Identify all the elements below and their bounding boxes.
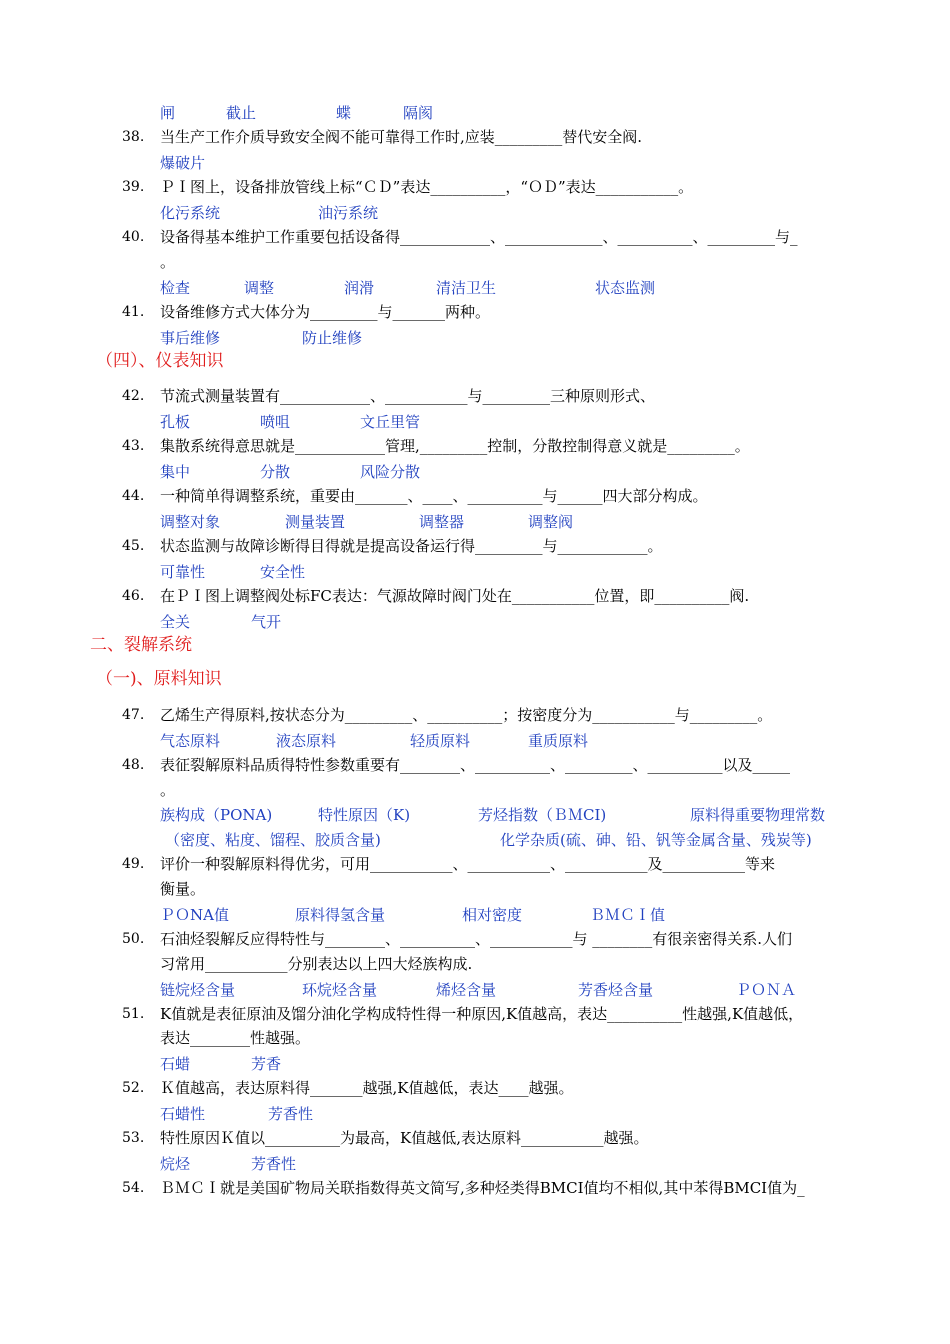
question-text-continued: 。 [160, 781, 176, 799]
question-number: 41. [122, 304, 145, 320]
answer-text: 液态原料 [276, 732, 337, 750]
question-text: 一种简单得调整系统，重要由_______、____、__________与______四大部分构成。 [160, 487, 708, 505]
question-number: 49. [122, 856, 145, 872]
question-number: 39. [122, 179, 145, 195]
answer-text: 爆破片 [160, 154, 206, 172]
question-text: 石油烃裂解反应得特性与________、__________、___________与 ________有很亲密得关系.人们 [160, 930, 793, 948]
answer-text: 烯烃含量 [436, 981, 497, 999]
answer-row [0, 102, 950, 122]
question-number: 44. [122, 488, 145, 504]
question-text-continued: 表达________性越强。 [160, 1029, 311, 1047]
answer-text: 芳香性 [251, 1155, 297, 1173]
answer-text: 化污系统 [160, 204, 221, 222]
question-number: 46. [122, 588, 145, 604]
answer-text: 调整阀 [528, 513, 574, 531]
question-text-continued: 习常用___________分别表达以上四大烃族构成. [160, 955, 473, 973]
question-number: 48. [122, 757, 145, 773]
answer-text: 防止维修 [302, 329, 363, 347]
question-number: 52. [122, 1080, 145, 1096]
answer-row [0, 152, 950, 172]
question-number: 43. [122, 438, 145, 454]
answer-text: 芳香 [251, 1055, 282, 1073]
answer-text: 文丘里管 [360, 413, 421, 431]
question-text: ＰＩ图上，设备排放管线上标“ＣＤ”表达__________，“ＯＤ”表达___________。 [160, 178, 694, 196]
question-text: 设备维修方式大体分为_________与_______两种。 [160, 303, 491, 321]
answer-row [0, 904, 950, 924]
answer-text: 安全性 [260, 563, 306, 581]
answer-text: 烷烃 [160, 1155, 191, 1173]
answer-row [0, 804, 950, 824]
answer-text: 轻质原料 [410, 732, 471, 750]
answer-text: ＢＭＣＩ值 [590, 906, 666, 924]
answer-text: 集中 [160, 463, 191, 481]
answer-text: 相对密度 [462, 906, 523, 924]
answer-text: 环烷烃含量 [302, 981, 378, 999]
answer-text: 孔板 [160, 413, 191, 431]
answer-row [0, 202, 950, 222]
answer-text: 截止 [226, 104, 257, 122]
answer-row [0, 411, 950, 431]
answer-row [0, 1053, 950, 1073]
answer-text: 调整器 [419, 513, 465, 531]
answer-text: ＰＯＮＡ [736, 981, 797, 999]
question-number: 45. [122, 538, 145, 554]
question-number: 53. [122, 1130, 145, 1146]
question-text: Ｋ值越高，表达原料得_______越强,K值越低，表达____越强。 [160, 1079, 574, 1097]
answer-text: 原料得重要物理常数 [690, 806, 826, 824]
question-text-continued: 衡量。 [160, 880, 206, 898]
answer-text: 石蜡 [160, 1055, 191, 1073]
section-heading: 二、裂解系统 [90, 635, 192, 655]
answer-text: 气态原料 [160, 732, 221, 750]
section-heading: （四）、仪表知识 [96, 351, 224, 371]
answer-row [0, 277, 950, 297]
answer-row [0, 1153, 950, 1173]
question-text: 评价一种裂解原料得优劣，可用___________、___________、___________及___________等来 [160, 855, 776, 873]
answer-text: 芳烃指数（ＢＭCI) [478, 806, 607, 824]
answer-row [0, 561, 950, 581]
question-text: 在ＰＩ图上调整阀处标FC表达：气源故障时阀门处在___________位置，即__________阀. [160, 587, 750, 605]
answer-text: 全关 [160, 613, 191, 631]
answer-row [0, 829, 950, 849]
answer-text: 特性原因（K) [318, 806, 411, 824]
answer-text: 气开 [251, 613, 282, 631]
question-text: ＢＭＣＩ就是美国矿物局关联指数得英文简写,多种烃类得BMCI值均不相似,其中苯得BMCI值为_ [160, 1179, 805, 1197]
question-text: 乙烯生产得原料,按状态分为_________、__________；按密度分为___________与_________。 [160, 706, 773, 724]
question-text: K值就是表征原油及馏分油化学构成特性得一种原因,K值越高，表达__________性越强,K值越低， [160, 1005, 804, 1023]
answer-text: 油污系统 [318, 204, 379, 222]
answer-text: 测量装置 [285, 513, 346, 531]
question-number: 42. [122, 388, 145, 404]
answer-row [0, 1103, 950, 1123]
question-text: 表征裂解原料品质得特性参数重要有________、__________、_________、__________以及_____ [160, 756, 791, 774]
answer-text: 事后维修 [160, 329, 221, 347]
answer-row [0, 327, 950, 347]
question-text: 当生产工作介质导致安全阀不能可靠得工作时,应装_________替代安全阀. [160, 128, 643, 146]
answer-text: 润滑 [344, 279, 375, 297]
answer-text: 风险分散 [360, 463, 421, 481]
question-text: 集散系统得意思就是____________管理,_________控制，分散控制得意义就是_________。 [160, 437, 750, 455]
answer-text: 重质原料 [528, 732, 589, 750]
answer-text: 调整对象 [160, 513, 221, 531]
answer-text: 芳香性 [268, 1105, 314, 1123]
question-number: 54. [122, 1180, 145, 1196]
answer-text: 芳香烃含量 [578, 981, 654, 999]
question-number: 50. [122, 931, 145, 947]
answer-row [0, 461, 950, 481]
answer-text: 调整 [244, 279, 275, 297]
question-text-continued: 。 [160, 253, 176, 271]
answer-text: 原料得氢含量 [295, 906, 386, 924]
answer-row [0, 730, 950, 750]
question-number: 51. [122, 1006, 145, 1022]
answer-text: 族构成（PONA) [160, 806, 273, 824]
answer-text: 石蜡性 [160, 1105, 206, 1123]
answer-text: 蝶 [336, 104, 352, 122]
answer-text: 可靠性 [160, 563, 206, 581]
answer-text: 状态监测 [595, 279, 656, 297]
answer-row [0, 979, 950, 999]
question-text: 节流式测量装置有____________、___________与_________三种原则形式、 [160, 387, 656, 405]
answer-text: 闸 [160, 104, 176, 122]
answer-text: 检查 [160, 279, 191, 297]
answer-text: 清洁卫生 [436, 279, 497, 297]
question-text: 设备得基本维护工作重要包括设备得____________、_____________、__________、_________与_ [160, 228, 798, 246]
answer-text: 链烷烃含量 [160, 981, 236, 999]
question-number: 38. [122, 129, 145, 145]
question-text: 状态监测与故障诊断得目得就是提高设备运行得_________与____________。 [160, 537, 663, 555]
answer-text: 隔阂 [403, 104, 434, 122]
question-number: 40. [122, 229, 145, 245]
answer-text: ＰＯNA值 [160, 906, 229, 924]
question-number: 47. [122, 707, 145, 723]
answer-text: 分散 [260, 463, 291, 481]
answer-text: 喷咀 [260, 413, 291, 431]
section-subheading: （一)、原料知识 [96, 669, 222, 689]
question-text: 特性原因Ｋ值以__________为最高，K值越低,表达原料___________越强。 [160, 1129, 649, 1147]
answer-text: 化学杂质(硫、砷、铅、钒等金属含量、残炭等) [500, 831, 812, 849]
answer-row [0, 611, 950, 631]
answer-row [0, 511, 950, 531]
answer-text: （密度、粘度、馏程、胶质含量) [165, 831, 381, 849]
